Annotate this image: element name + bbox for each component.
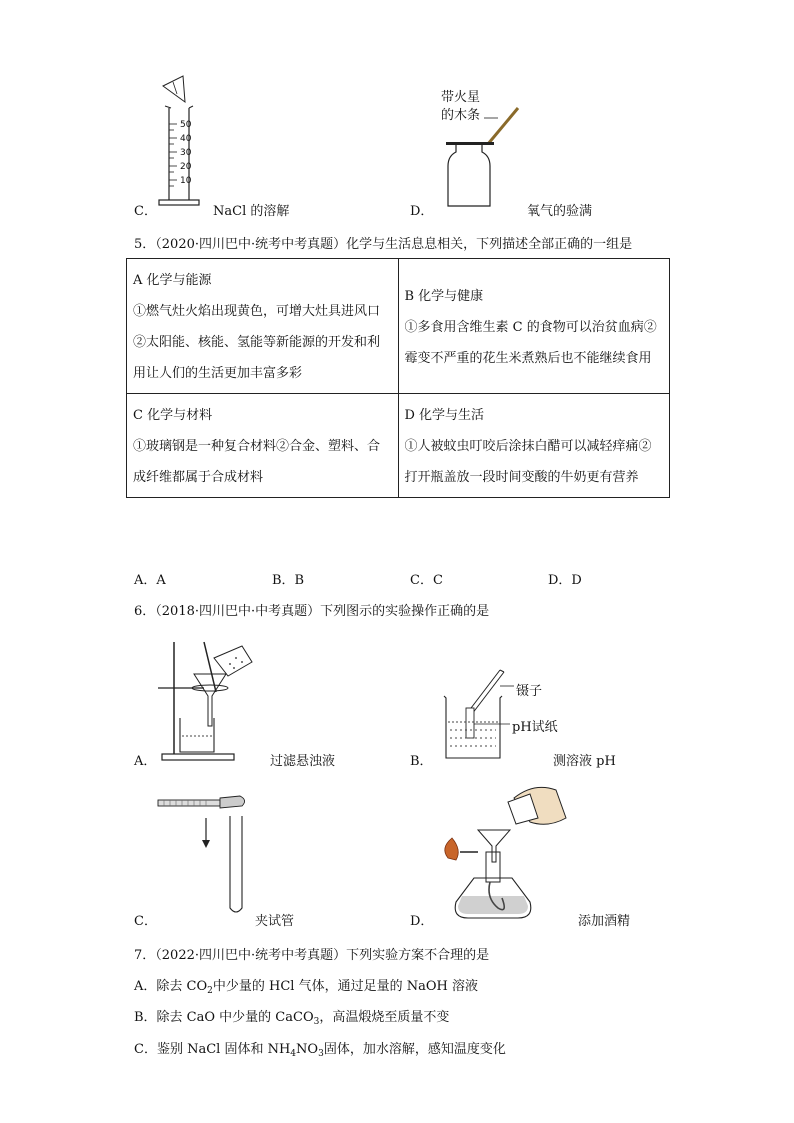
q5-cell-a-item2: ②太阳能、核能、氢能等新能源的开发和利用让人们的生活更加丰富多彩: [133, 335, 381, 381]
cylinder-tick-20: 20: [180, 162, 192, 172]
tweezers-label: 镊子: [516, 684, 543, 699]
q5-option-a: A．A: [134, 573, 166, 588]
q7-stem: 7．（2022·四川巴中·统考中考真题）下列实验方案不合理的是: [134, 948, 490, 963]
q5-option-c: C．C: [410, 573, 443, 588]
cylinder-tick-40: 40: [180, 134, 192, 144]
q6-option-d-caption: 添加酒精: [578, 914, 631, 929]
q7-option-c: [134, 1038, 506, 1059]
q6-option-b-letter: B．: [410, 754, 433, 769]
q5-cell-b: [398, 259, 670, 394]
q7-option-a-suffix: 中少量的 HCl 气体，通过足量的 NaOH 溶液: [212, 979, 478, 994]
q7-option-b: [134, 1006, 449, 1027]
q7-option-c-sub2: 3: [318, 1049, 324, 1059]
q5-cell-c: [127, 394, 399, 498]
q7-option-c-prefix: C．鉴别 NaCl 固体和 NH: [134, 1042, 291, 1057]
q5-cell-c-title: C 化学与材料: [133, 408, 213, 423]
q7-option-b-prefix: B．除去 CaO 中少量的 CaCO: [134, 1010, 314, 1025]
oxygen-bottle-figure: [440, 100, 530, 210]
q5-cell-d-title: D 化学与生活: [404, 408, 485, 423]
test-tube-clamp-figure: [156, 792, 256, 920]
q7-option-a-prefix: A．除去 CO: [134, 979, 208, 994]
q5-cell-b-title: B 化学与健康: [404, 288, 484, 304]
q5-stem: 5．（2020·四川巴中·统考中考真题）化学与生活息息相关，下列描述全部正确的一组是: [134, 237, 633, 252]
cylinder-tick-10: 10: [180, 176, 192, 186]
q4-option-d-letter: D．: [410, 204, 434, 219]
q5-cell-c-item1: ①玻璃钢是一种复合材料②合金、塑料、合成纤维都属于合成材料: [133, 439, 381, 485]
q4-option-c-caption: NaCl 的溶解: [213, 204, 290, 219]
q6-option-d-letter: D．: [410, 914, 434, 929]
q7-option-b-suffix: ，高温煅烧至质量不变: [319, 1010, 450, 1025]
filtration-figure: [156, 634, 256, 764]
q7-option-c-mid: NO: [296, 1042, 319, 1057]
graduated-cylinder-figure: [155, 72, 235, 214]
q7-option-a: [134, 975, 478, 996]
q5-cell-d-item1: ①人被蚊虫叮咬后涂抹白醋可以减轻痒痛②打开瓶盖放一段时间变酸的牛奶更有营养: [404, 439, 652, 485]
q5-cell-a-item1: ①燃气灶火焰出现黄色，可增大灶具进风口: [133, 304, 381, 319]
q7-option-a-sub: 2: [207, 986, 213, 996]
add-alcohol-figure: [438, 778, 578, 928]
cylinder-tick-30: 30: [180, 148, 192, 158]
q5-options-table: [126, 258, 670, 498]
q7-option-b-sub: 3: [313, 1017, 320, 1027]
q6-option-b-caption: 测溶液 pH: [553, 754, 616, 769]
q6-option-a-caption: 过滤悬浊液: [270, 754, 336, 769]
wooden-stick-label-line2: 的木条: [441, 108, 481, 123]
q4-option-d-caption: 氧气的验满: [527, 204, 593, 219]
cylinder-tick-50: 50: [180, 120, 192, 130]
ph-test-figure: [440, 666, 520, 766]
q6-option-c-caption: 夹试管: [255, 914, 295, 929]
q6-stem: 6．（2018·四川巴中·中考真题）下列图示的实验操作正确的是: [134, 604, 490, 619]
wooden-stick-label-line1: 带火星: [441, 90, 481, 105]
q5-cell-a: [127, 259, 399, 394]
q7-option-c-suffix: 固体，加水溶解，感知温度变化: [323, 1042, 506, 1057]
q5-option-b: B．B: [272, 573, 305, 588]
q4-option-c-letter: C．: [134, 204, 157, 219]
q7-option-c-sub1: 4: [290, 1049, 297, 1059]
q6-option-a-letter: A．: [134, 754, 157, 769]
q5-option-d: D．D: [548, 573, 582, 588]
q5-cell-a-title: A 化学与能源: [133, 273, 212, 288]
ph-paper-label: pH试纸: [512, 720, 558, 735]
q6-option-c-letter: C．: [134, 914, 157, 929]
q5-cell-b-item1: ①多食用含维生素 C 的食物可以治贫血病②霉变不严重的花生米煮熟后也不能继续食用: [404, 319, 657, 366]
q5-cell-d: [398, 394, 670, 498]
